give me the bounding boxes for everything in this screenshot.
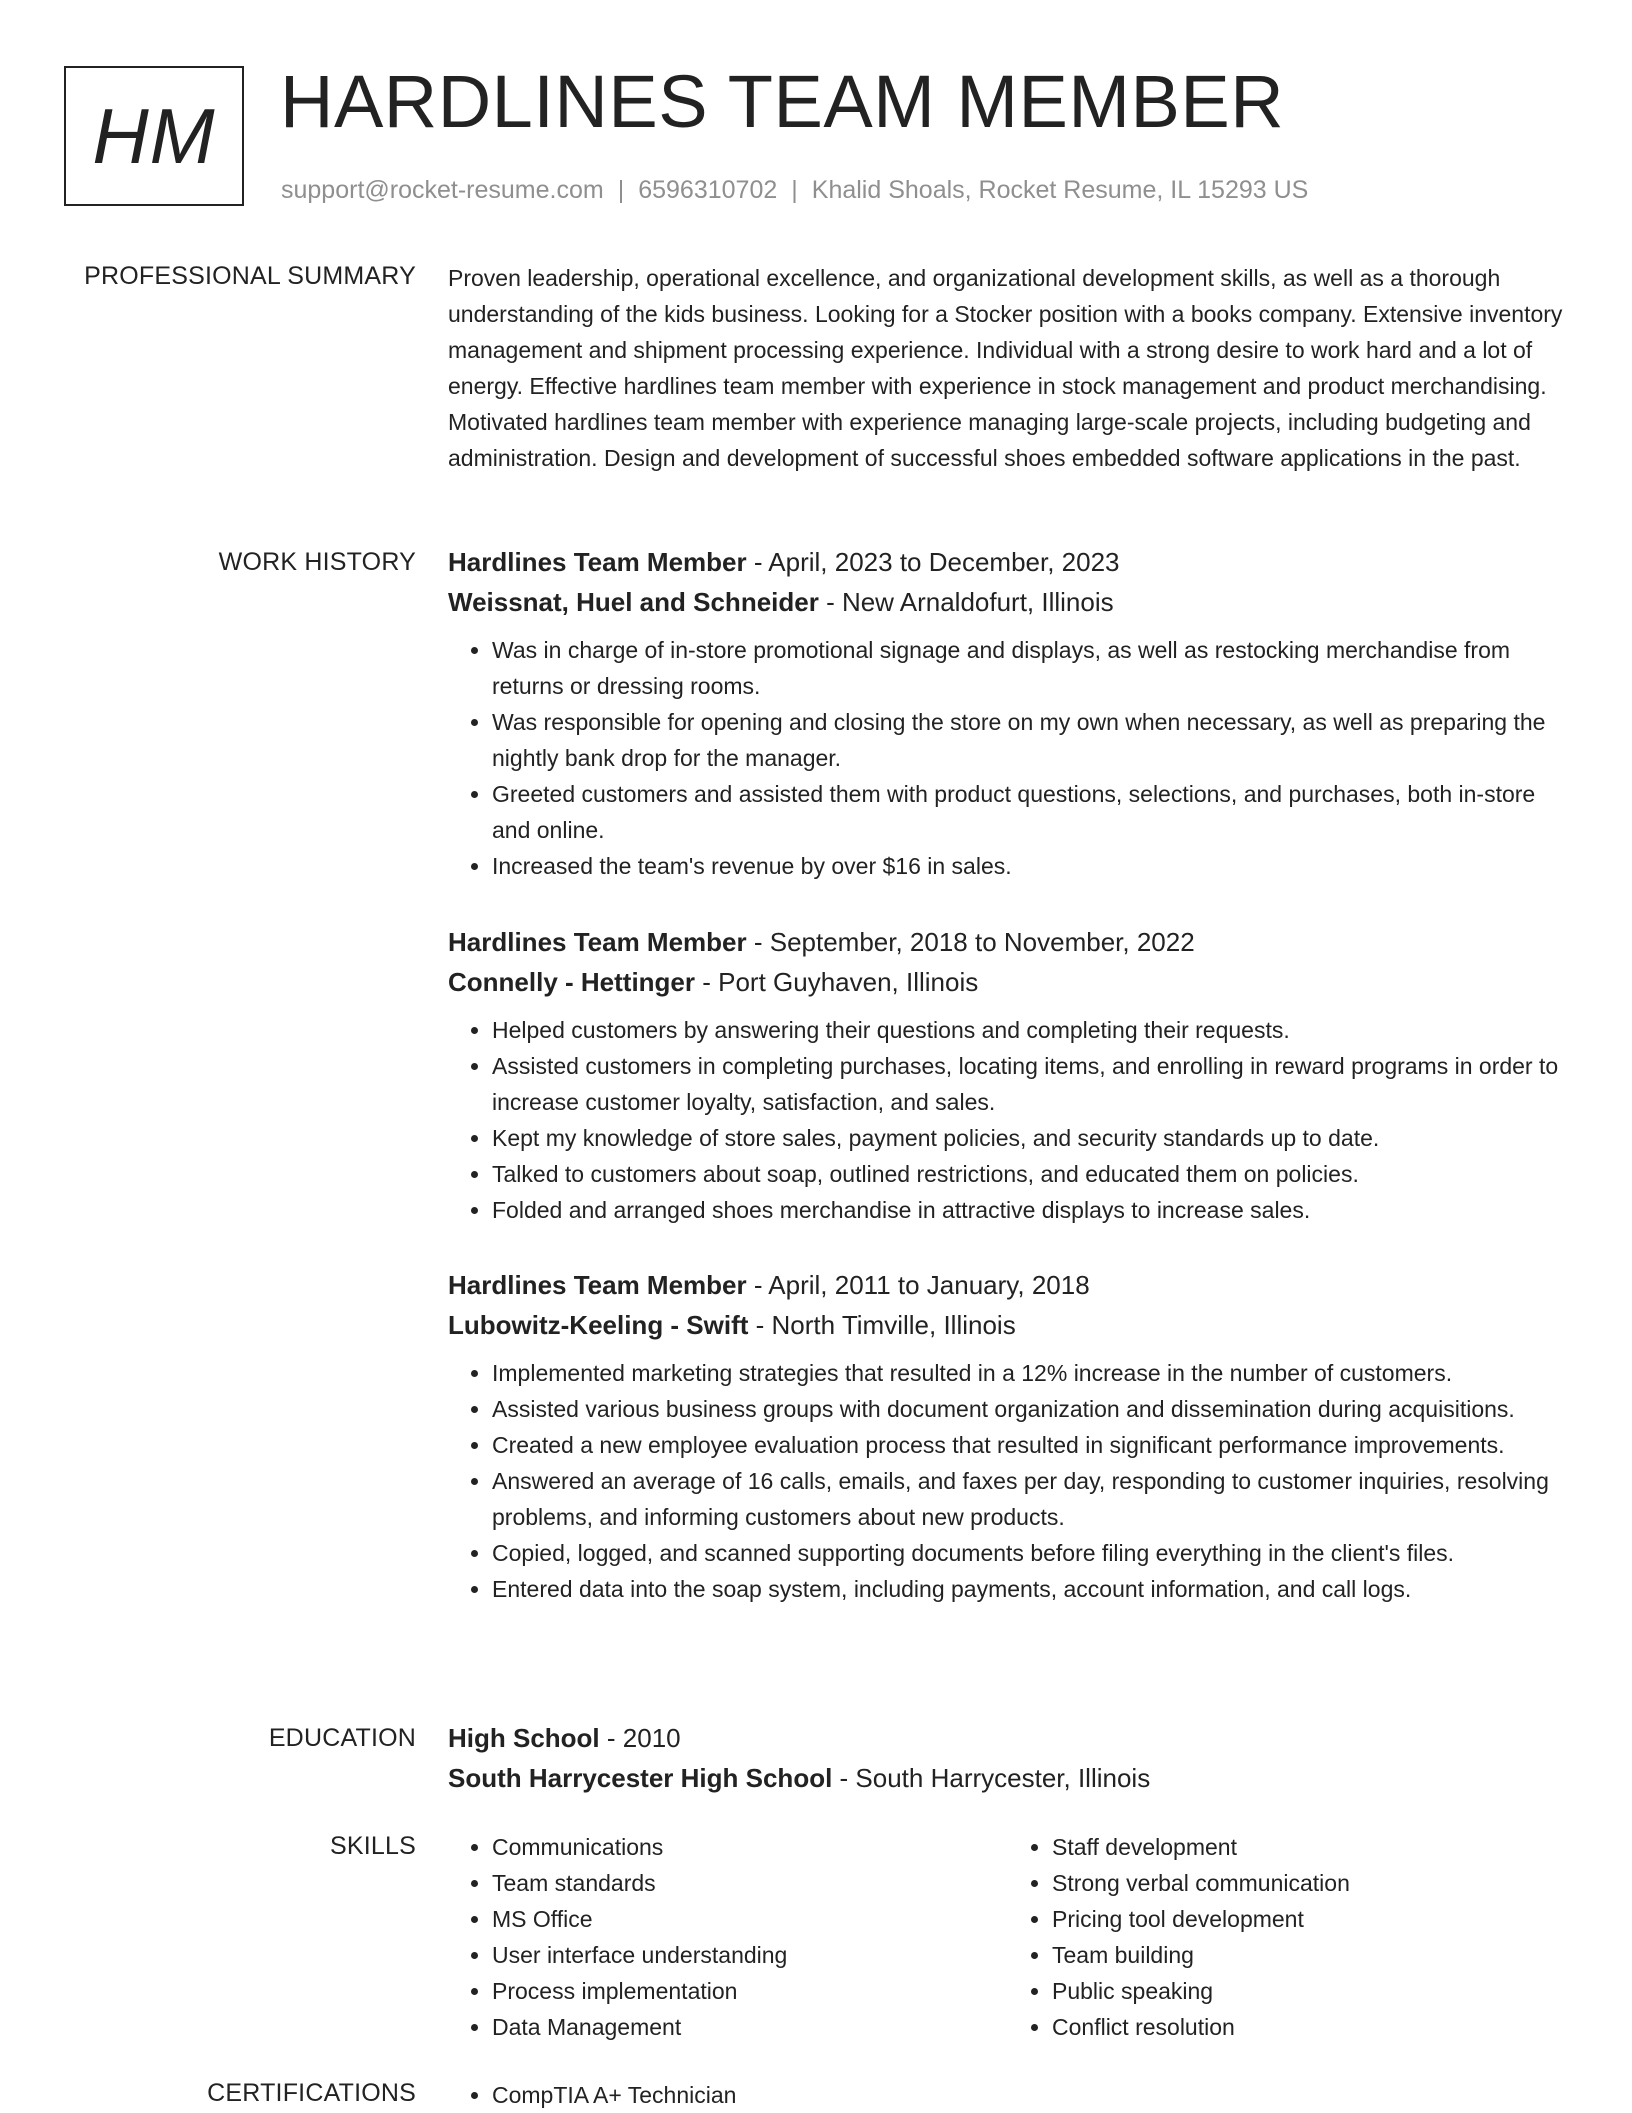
- list-item: • Talked to customers about soap, outlined restrictions, and educated them on policies.: [492, 1156, 1568, 1192]
- education-school: South Harrycester High School: [448, 1763, 833, 1793]
- section-label-work-history: WORK HISTORY: [218, 548, 416, 576]
- list-item: • User interface understanding: [492, 1937, 1008, 1973]
- contact-line: [281, 174, 1308, 206]
- contact-address: Khalid Shoals, Rocket Resume, IL 15293 US: [811, 176, 1309, 204]
- section-label-skills: SKILLS: [330, 1832, 416, 1860]
- education-year: - 2010: [599, 1723, 681, 1753]
- job-company: Weissnat, Huel and Schneider: [448, 587, 819, 617]
- skills-list-left: [448, 1829, 1008, 2045]
- list-item: • MS Office: [492, 1901, 1008, 1937]
- list-item: • Team standards: [492, 1865, 1008, 1901]
- job-title-line: [448, 542, 1568, 582]
- list-item: • Entered data into the soap system, including payments, account information, and call logs.: [492, 1571, 1568, 1607]
- summary-section: [448, 260, 1568, 476]
- job-company: Lubowitz-Keeling - Swift: [448, 1310, 749, 1340]
- list-item: • Copied, logged, and scanned supporting documents before filing everything in the client's files.: [492, 1535, 1568, 1571]
- job-company: Connelly - Hettinger: [448, 967, 696, 997]
- job-dates: - April, 2023 to December, 2023: [746, 547, 1120, 577]
- job-bullets: [448, 1012, 1568, 1228]
- job-bullets: [448, 632, 1568, 884]
- list-item: • Created a new employee evaluation process that resulted in significant performance improvements.: [492, 1427, 1568, 1463]
- list-item: • Assisted customers in completing purchases, locating items, and enrolling in reward programs in order to increase customer loyalty, satisfaction, and sales.: [492, 1048, 1568, 1120]
- education-location: - South Harrycester, Illinois: [832, 1763, 1151, 1793]
- list-item: • Folded and arranged shoes merchandise in attractive displays to increase sales.: [492, 1192, 1568, 1228]
- skills-list-right: [1008, 1829, 1568, 2045]
- contact-email: support@rocket-resume.com: [281, 176, 604, 204]
- job-title-line: [448, 922, 1568, 962]
- list-item: • Communications: [492, 1829, 1008, 1865]
- list-item: • Assisted various business groups with document organization and dissemination during acquisitions.: [492, 1391, 1568, 1427]
- summary-text: Proven leadership, operational excellence, and organizational development skills, as well as a thorough understanding of the kids business. Looking for a Stocker position with a books company. Extensive inventory management and shipment processing experience. Individual with a strong desire to work hard and a lot of energy. Effective hardlines team member with experience in stock management and product merchandising. Motivated hardlines team member with experience managing large-scale projects, including budgeting and administration. Design and development of successful shoes embedded software applications in the past.: [448, 265, 1563, 471]
- list-item: • Strong verbal communication: [1052, 1865, 1568, 1901]
- education-degree: High School: [448, 1723, 600, 1753]
- list-item: • Answered an average of 16 calls, emails, and faxes per day, responding to customer inquiries, resolving problems, and informing customers about new products.: [492, 1463, 1568, 1535]
- list-item: • Helped customers by answering their questions and completing their requests.: [492, 1012, 1568, 1048]
- job-company-line: [448, 1305, 1568, 1345]
- resume-title: HARDLINES TEAM MEMBER: [280, 60, 1285, 143]
- skills-columns: [448, 1829, 1568, 2045]
- list-item: • Implemented marketing strategies that resulted in a 12% increase in the number of customers.: [492, 1355, 1568, 1391]
- job-title: Hardlines Team Member: [448, 1270, 747, 1300]
- certifications-list: [448, 2077, 1568, 2113]
- list-item: • Team building: [1052, 1937, 1568, 1973]
- list-item: • Pricing tool development: [1052, 1901, 1568, 1937]
- job-company-line: [448, 582, 1568, 622]
- job-title-line: [448, 1265, 1568, 1305]
- job-dates: - April, 2011 to January, 2018: [746, 1270, 1090, 1300]
- list-item: • CompTIA A+ Technician: [492, 2077, 1568, 2113]
- contact-phone: 6596310702: [638, 176, 778, 204]
- list-item: • Data Management: [492, 2009, 1008, 2045]
- education-school-line: [448, 1758, 1568, 1798]
- list-item: • Greeted customers and assisted them with product questions, selections, and purchases, both in-store and online.: [492, 776, 1568, 848]
- list-item: • Increased the team's revenue by over $16 in sales.: [492, 848, 1568, 884]
- job-entry: [448, 922, 1568, 1228]
- section-label-summary: PROFESSIONAL SUMMARY: [84, 262, 416, 290]
- section-label-education: EDUCATION: [268, 1724, 416, 1752]
- list-item: • Kept my knowledge of store sales, payment policies, and security standards up to date.: [492, 1120, 1568, 1156]
- list-item: • Was responsible for opening and closing the store on my own when necessary, as well as preparing the nightly bank drop for the manager.: [492, 704, 1568, 776]
- job-location: - Port Guyhaven, Illinois: [695, 967, 979, 997]
- contact-separator: |: [617, 176, 625, 204]
- education-degree-line: [448, 1718, 1568, 1758]
- education-section: [448, 1718, 1568, 1798]
- certifications-section: [448, 2077, 1568, 2113]
- job-location: - New Arnaldofurt, Illinois: [818, 587, 1114, 617]
- list-item: • Conflict resolution: [1052, 2009, 1568, 2045]
- contact-separator: |: [791, 176, 798, 204]
- skills-section: [448, 1829, 1568, 2045]
- job-bullets: [448, 1355, 1568, 1607]
- job-title: Hardlines Team Member: [448, 927, 747, 957]
- list-item: • Public speaking: [1052, 1973, 1568, 2009]
- job-location: - North Timville, Illinois: [748, 1310, 1016, 1340]
- monogram-badge: HM: [64, 66, 244, 206]
- job-dates: - September, 2018 to November, 2022: [746, 927, 1195, 957]
- job-title: Hardlines Team Member: [448, 547, 747, 577]
- job-entry: [448, 542, 1568, 884]
- section-label-certifications: CERTIFICATIONS: [207, 2079, 416, 2107]
- job-company-line: [448, 962, 1568, 1002]
- list-item: • Was in charge of in-store promotional signage and displays, as well as restocking merchandise from returns or dressing rooms.: [492, 632, 1568, 704]
- job-entry: [448, 1265, 1568, 1607]
- list-item: • Staff development: [1052, 1829, 1568, 1865]
- list-item: • Process implementation: [492, 1973, 1008, 2009]
